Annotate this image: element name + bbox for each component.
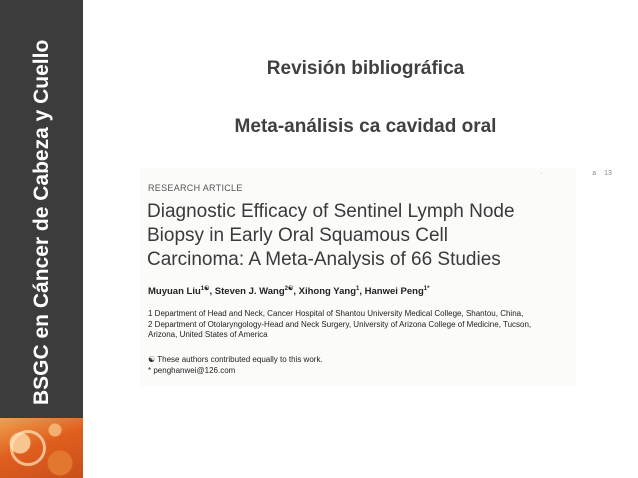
author-name: Xihong Yang bbox=[298, 286, 356, 298]
asterisk-icon: * bbox=[148, 365, 152, 375]
author-affiliation: 1 bbox=[356, 286, 360, 292]
note-text: These authors contributed equally to this work. bbox=[157, 355, 323, 364]
slide-subheading: Meta-análisis ca cavidad oral bbox=[234, 116, 497, 137]
sidebar-title: BSGC en Cáncer de Cabeza y Cuello bbox=[30, 39, 53, 405]
email-text: penghanwei@126.com bbox=[153, 365, 236, 375]
sidebar bbox=[0, 0, 83, 478]
affiliation-line: Arizona, United States of America bbox=[148, 330, 268, 339]
author-affiliation: 1* bbox=[423, 286, 430, 292]
paper-corner-marks bbox=[540, 170, 612, 177]
paper-mark: · bbox=[540, 170, 543, 177]
author-name: Muyuan Liu bbox=[148, 286, 201, 298]
equal-contribution-icon: ☯ bbox=[148, 355, 156, 364]
paper-title-line: Carcinoma: A Meta-Analysis of 66 Studies bbox=[147, 249, 501, 270]
paper-mark: 13 bbox=[604, 170, 612, 177]
paper-mark: a bbox=[592, 170, 597, 177]
note-email bbox=[148, 366, 323, 377]
paper-article-type: RESEARCH ARTICLE bbox=[148, 183, 243, 193]
affiliation-line: 2 Department of Otolaryngology-Head and Neck Surgery, University of Arizona College of Medicine, Tucson, bbox=[148, 319, 532, 329]
paper-authors: Muyuan Liu$^{1☯}$, Steven J. Wang$^{2☯}$, Xihong Yang$^1$, Hanwei Peng$^{1*}$ bbox=[148, 286, 430, 298]
paper-title bbox=[147, 200, 567, 272]
author-name: Hanwei Peng bbox=[364, 286, 424, 298]
author-affiliation: 2☯ bbox=[284, 286, 294, 292]
paper-title-line: Diagnostic Efficacy of Sentinel Lymph Node bbox=[147, 201, 515, 222]
affiliation-line: 1 Department of Head and Neck, Cancer Hospital of Shantou University Medical College, Shantou, China, bbox=[148, 309, 524, 318]
note-equal-contribution bbox=[148, 355, 323, 366]
author-affiliation: 1☯ bbox=[200, 286, 210, 292]
slide-heading: Revisión bibliográfica bbox=[266, 58, 465, 79]
paper-notes bbox=[148, 355, 323, 376]
paper-excerpt-image bbox=[140, 168, 612, 386]
author-name: Steven J. Wang bbox=[214, 286, 285, 298]
paper-title-line: Biopsy in Early Oral Squamous Cell bbox=[147, 225, 448, 246]
sidebar-decorative-ring bbox=[10, 430, 46, 466]
paper-affiliations bbox=[148, 309, 576, 341]
